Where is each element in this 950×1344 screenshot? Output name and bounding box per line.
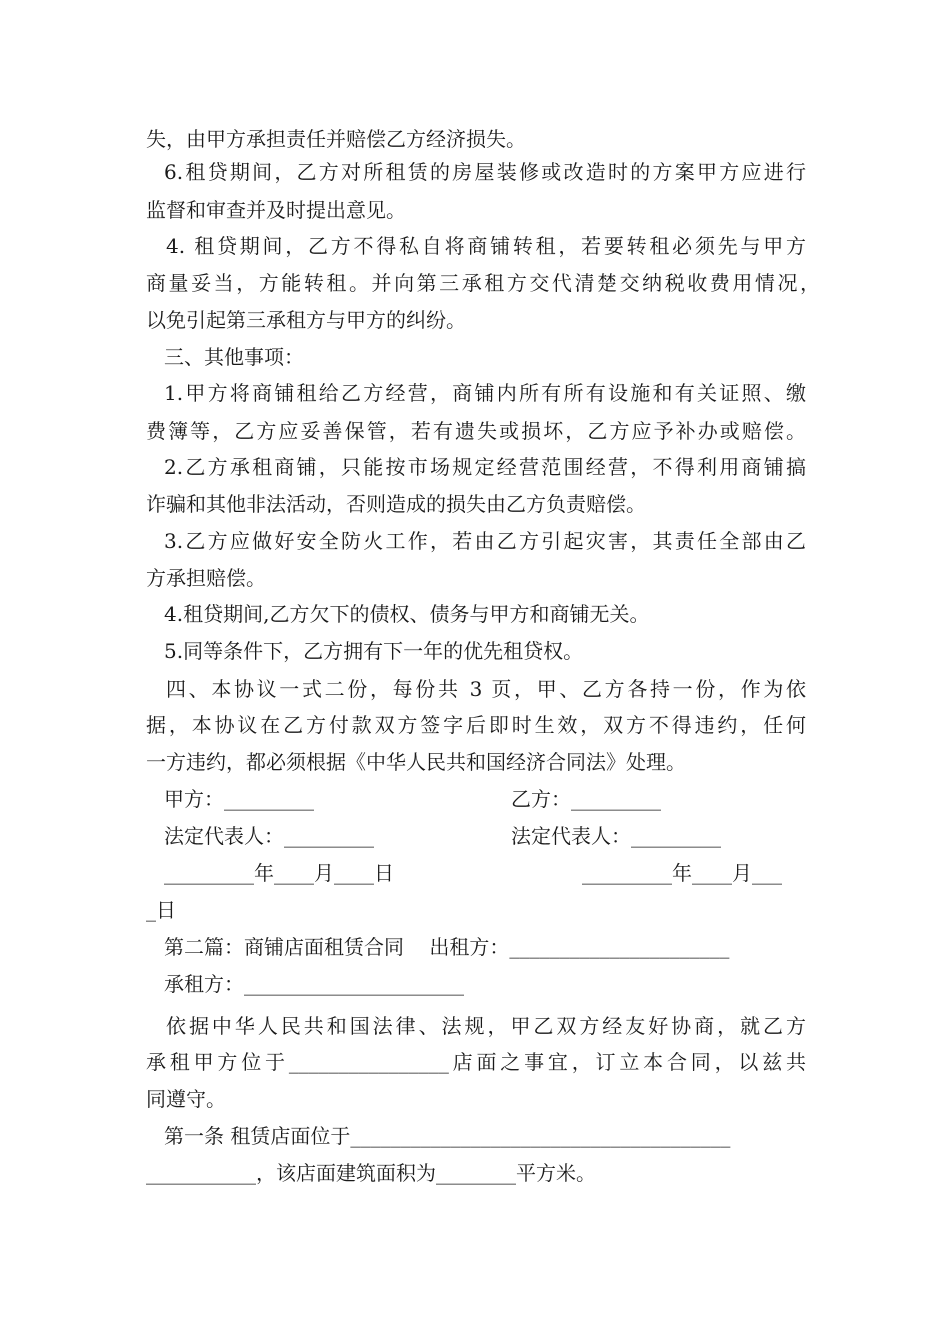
text-line: 2.乙方承租商铺，只能按市场规定经营范围经营，不得利用商铺搞 (164, 455, 806, 479)
text-line: 同遵守。 (146, 1087, 226, 1111)
date-b-wrap: _日 (146, 898, 176, 922)
section-title: 第二篇：商铺店面租赁合同 出租方：______________________ (164, 935, 730, 959)
signature-party-b: 乙方：_________ (511, 787, 661, 811)
text-line: 诈骗和其他非法活动，否则造成的损失由乙方负责赔偿。 (146, 492, 646, 516)
text-line: 6.租贷期间，乙方对所租赁的房屋装修或改造时的方案甲方应进行 (164, 160, 806, 184)
text-line: 5.同等条件下，乙方拥有下一年的优先租贷权。 (164, 639, 584, 663)
text-line: 1.甲方将商铺租给乙方经营，商铺内所有所有设施和有关证照、缴 (164, 381, 806, 405)
text-line: 据，本协议在乙方付款双方签字后即时生效，双方不得违约，任何 (146, 713, 806, 737)
text-line: 商量妥当，方能转租。并向第三承租方交代清楚交纳税收费用情况， (146, 271, 820, 295)
section-heading: 三、其他事项： (164, 345, 304, 369)
text-line: 一方违约，都必须根据《中华人民共和国经济合同法》处理。 (146, 750, 686, 774)
text-line: 第一条 租赁店面位于______________________________________ (164, 1124, 731, 1148)
text-line: 方承担赔偿。 (146, 566, 266, 590)
text-line: ___________，该店面建筑面积为________平方米。 (146, 1161, 596, 1185)
legal-rep-a: 法定代表人：_________ (164, 824, 374, 848)
text-line: 四、本协议一式二份，每份共 3 页，甲、乙方各持一份，作为依 (166, 677, 806, 701)
text-line: 承租甲方位于________________店面之事宜，订立本合同，以兹共 (146, 1050, 806, 1074)
text-line: 监督和审查并及时提出意见。 (146, 198, 406, 222)
signature-party-a: 甲方：_________ (164, 787, 314, 811)
legal-rep-b: 法定代表人：_________ (511, 824, 721, 848)
date-b: _________年____月___ (582, 861, 782, 885)
text-line: 4.租贷期间,乙方欠下的债权、债务与甲方和商铺无关。 (164, 602, 650, 626)
text-line: 以免引起第三承租方与甲方的纠纷。 (146, 308, 466, 332)
text-line: 费簿等，乙方应妥善保管，若有遗失或损坏，乙方应予补办或赔偿。 (146, 419, 806, 443)
text-line: 4. 租贷期间，乙方不得私自将商铺转租，若要转租必须先与甲方 (166, 234, 806, 258)
text-line: 依据中华人民共和国法律、法规，甲乙双方经友好协商，就乙方 (166, 1014, 806, 1038)
text-line: 3.乙方应做好安全防火工作，若由乙方引起灾害，其责任全部由乙 (164, 529, 806, 553)
date-a: _________年____月____日 (164, 861, 394, 885)
text-line: 失，由甲方承担责任并赔偿乙方经济损失。 (146, 127, 526, 151)
text-line: 承租方：______________________ (164, 972, 464, 996)
